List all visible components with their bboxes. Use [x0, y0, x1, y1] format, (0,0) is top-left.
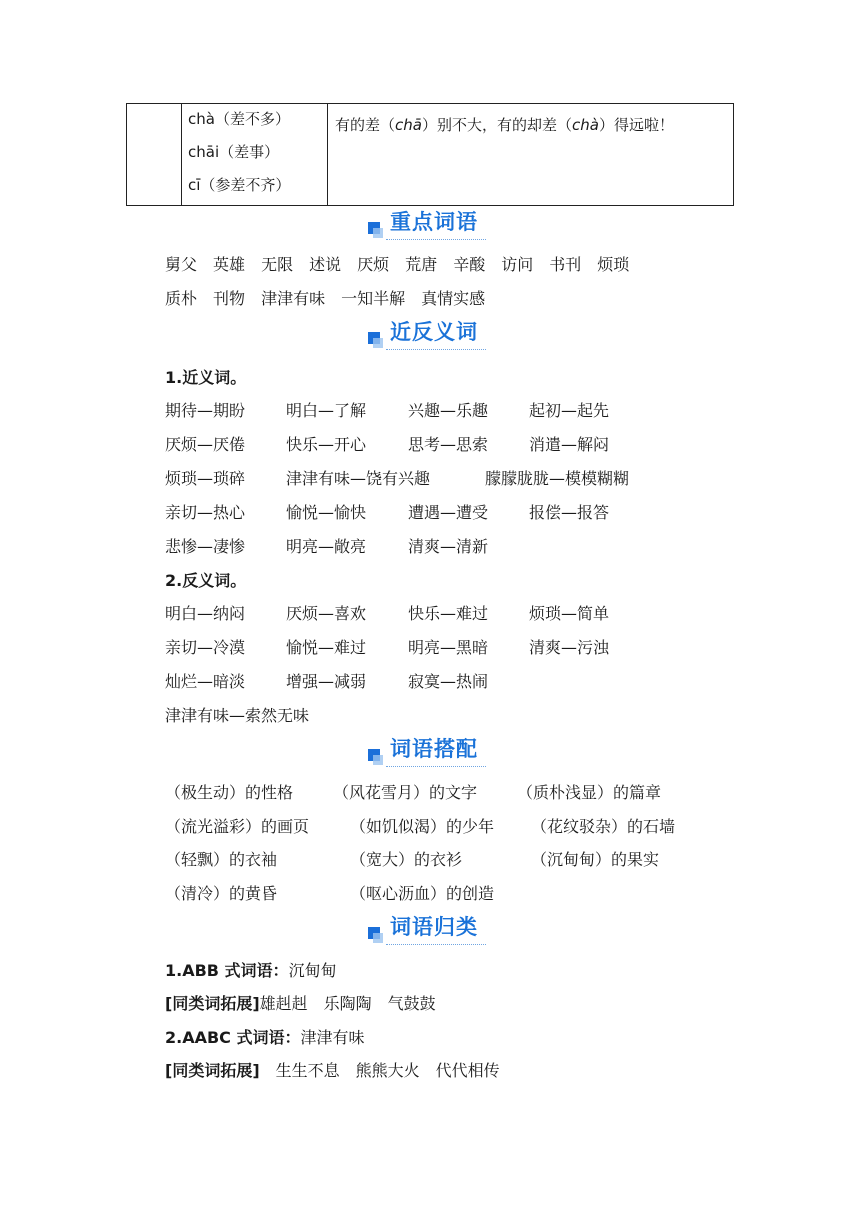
- synonym-label: 1.近义词。: [165, 368, 247, 387]
- synonym-pair: 明白—了解: [286, 401, 367, 420]
- collocation-item: （如饥似渴）的少年: [350, 817, 495, 836]
- synonym-pair: 悲惨—凄惨: [165, 537, 246, 556]
- abb-extension-line: [165, 991, 436, 1014]
- collocation-item: （花纹驳杂）的石墙: [531, 817, 676, 836]
- synonym-pair: 起初—起先: [529, 401, 610, 420]
- antonym-pair: 明亮—黑暗: [408, 638, 489, 657]
- aabc-line: [165, 1025, 365, 1048]
- synonym-pair: 烦琐—琐碎: [165, 469, 246, 488]
- table-cell-pinyin: [181, 104, 328, 205]
- synonym-pair: 津津有味—饶有兴趣: [286, 469, 431, 488]
- aabc-word: 津津有味: [300, 1028, 365, 1047]
- synonym-pair: 消遣—解闷: [529, 435, 610, 454]
- antonym-pair: 快乐—难过: [408, 604, 489, 623]
- collocation-item: （轻飘）的衣袖: [165, 850, 278, 869]
- collocation-item: （呕心沥血）的创造: [350, 884, 495, 903]
- key-words-row-2: 质朴 刊物 津津有味 一知半解 真情实感: [165, 289, 486, 308]
- table-cell-sentence: [327, 104, 733, 205]
- pinyin-ci1: cī（参差不齐）: [188, 176, 291, 194]
- synonym-pair: 思考—思索: [408, 435, 489, 454]
- synonym-pair: 明亮—敞亮: [286, 537, 367, 556]
- abb-line: [165, 958, 337, 981]
- synonym-pair: 遭遇—遭受: [408, 503, 489, 522]
- antonym-pair: 愉悦—难过: [286, 638, 367, 657]
- antonym-pair: 明白—纳闷: [165, 604, 246, 623]
- antonym-pair: 厌烦—喜欢: [286, 604, 367, 623]
- abb-extension-words: 雄赳赳 乐陶陶 气鼓鼓: [259, 994, 436, 1013]
- antonym-pair: 增强—减弱: [286, 672, 367, 691]
- collocation-item: （沉甸甸）的果实: [531, 850, 660, 869]
- synonym-pair: 报偿—报答: [529, 503, 610, 522]
- antonym-pair: 清爽—污浊: [529, 638, 610, 657]
- antonym-pair: 津津有味—索然无味: [165, 706, 310, 725]
- collocation-item: （宽大）的衣衫: [350, 850, 463, 869]
- antonym-pair: 亲切—冷漠: [165, 638, 246, 657]
- polyphone-table: [126, 103, 734, 206]
- table-cell-empty: [127, 104, 182, 205]
- synonym-pair: 朦朦胧胧—模模糊糊: [485, 469, 630, 488]
- synonym-pair: 兴趣—乐趣: [408, 401, 489, 420]
- abb-label: 1.ABB 式词语：: [165, 961, 289, 980]
- antonym-label: 2.反义词。: [165, 571, 247, 590]
- collocation-item: （流光溢彩）的画页: [165, 817, 310, 836]
- aabc-extension-words: 生生不息 熊熊大火 代代相传: [275, 1061, 500, 1080]
- key-words-row-1: 舅父 英雄 无限 述说 厌烦 荒唐 辛酸 访问 书刊 烦琐: [165, 255, 630, 274]
- pinyin-cha4: chà（差不多）: [188, 110, 290, 128]
- antonym-pair: 烦琐—简单: [529, 604, 610, 623]
- collocation-item: （极生动）的性格: [165, 783, 294, 802]
- example-sentence: 有的差（chā）别不大，有的却差（chà）得远啦！: [335, 116, 674, 134]
- collocation-item: （清冷）的黄昏: [165, 884, 278, 903]
- aabc-label: 2.AABC 式词语：: [165, 1028, 301, 1047]
- synonym-pair: 愉悦—愉快: [286, 503, 367, 522]
- synonym-pair: 快乐—开心: [286, 435, 367, 454]
- antonym-pair: 寂寞—热闹: [408, 672, 489, 691]
- synonym-pair: 清爽—清新: [408, 537, 489, 556]
- antonym-pair: 灿烂—暗淡: [165, 672, 246, 691]
- synonym-pair: 期待—期盼: [165, 401, 246, 420]
- aabc-extension-label: [同类词拓展]: [165, 1061, 260, 1080]
- synonym-pair: 亲切—热心: [165, 503, 246, 522]
- synonym-pair: 厌烦—厌倦: [165, 435, 246, 454]
- abb-extension-label: [同类词拓展]: [165, 994, 260, 1013]
- collocation-item: （质朴浅显）的篇章: [517, 783, 662, 802]
- pinyin-chai1: chāi（差事）: [188, 143, 280, 161]
- collocation-item: （风花雪月）的文字: [333, 783, 478, 802]
- abb-word: 沉甸甸: [288, 961, 337, 980]
- aabc-extension-line: [165, 1058, 500, 1081]
